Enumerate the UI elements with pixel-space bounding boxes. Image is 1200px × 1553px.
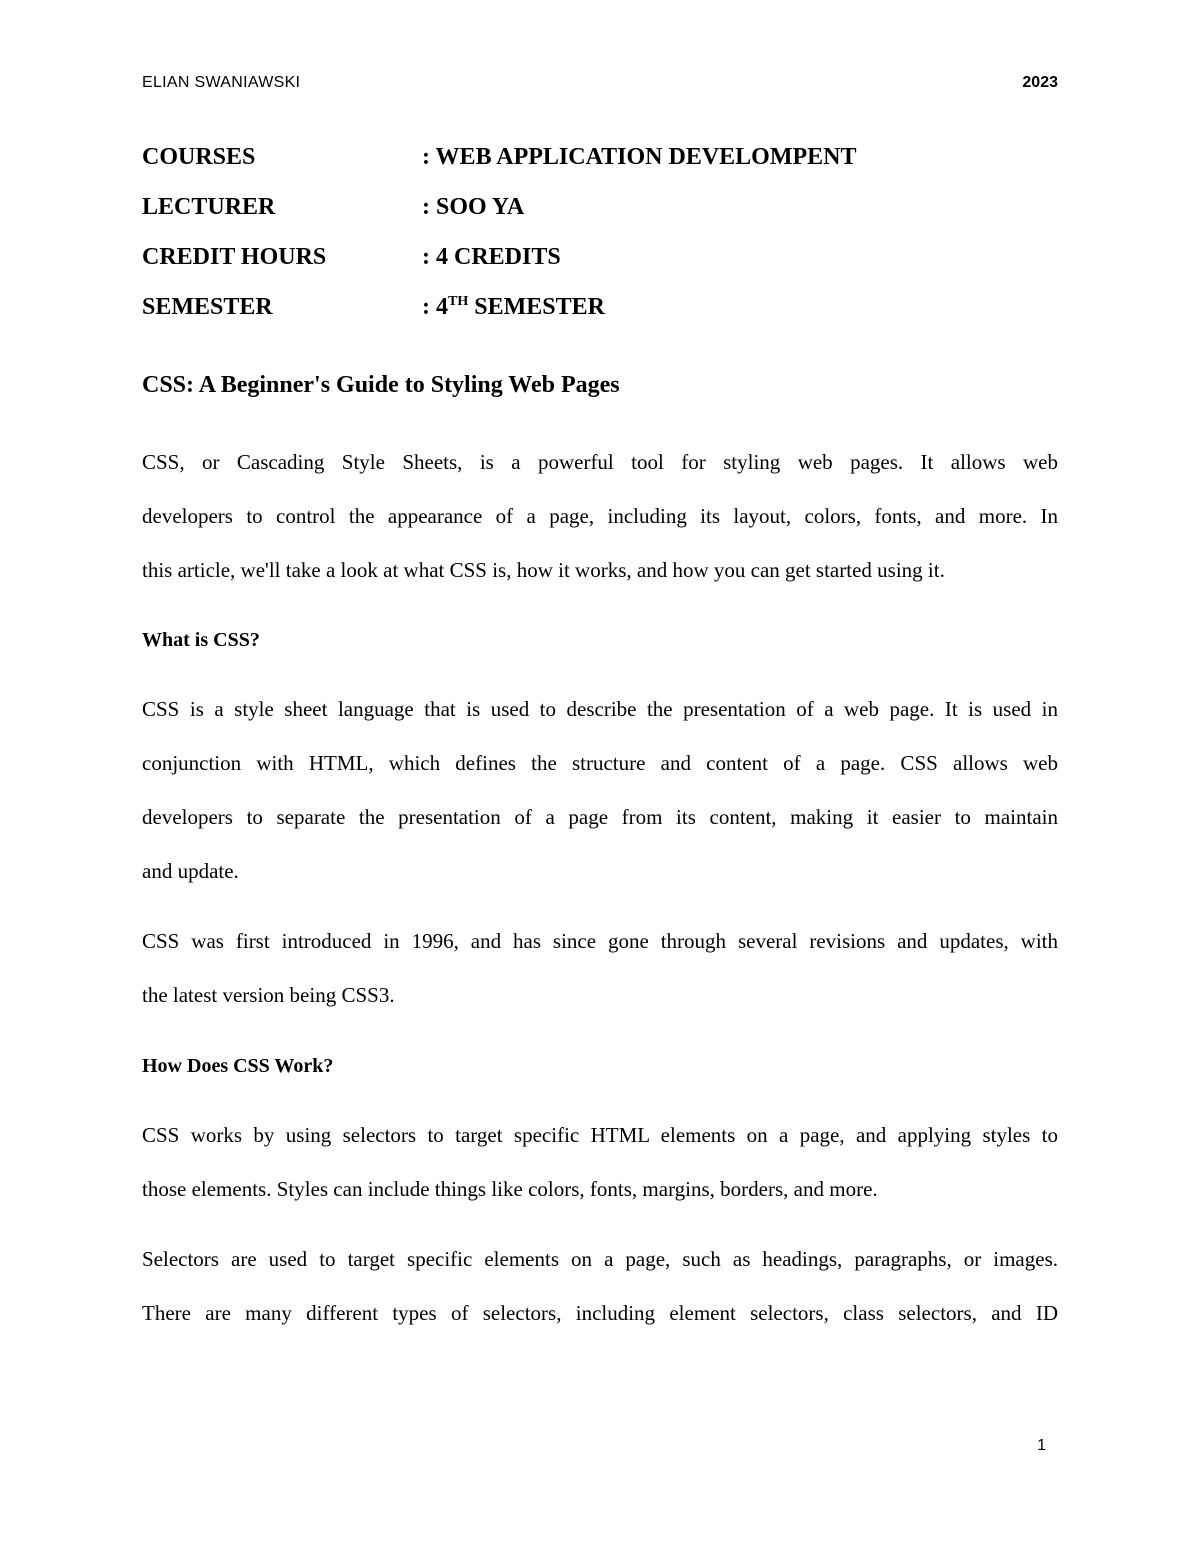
- intro-line: this article, we'll take a look at what CSS is, how it works, and how you can get started using it.: [142, 558, 945, 582]
- credit-hours-value: : 4 CREDITS: [422, 244, 561, 270]
- paragraph-line: There are many different types of selectors, including element selectors, class selectors, and ID: [142, 1301, 1058, 1325]
- section-heading-what-is-css: What is CSS?: [142, 629, 260, 651]
- intro-line: developers to control the appearance of a page, including its layout, colors, fonts, and more. In: [142, 504, 1058, 528]
- paragraph-line: and update.: [142, 859, 239, 883]
- paragraph-line: CSS is a style sheet language that is used to describe the presentation of a web page. It is used in: [142, 697, 1058, 721]
- header-author: ELIAN SWANIAWSKI: [142, 74, 301, 91]
- paragraph-line: the latest version being CSS3.: [142, 983, 395, 1007]
- document-title: CSS: A Beginner's Guide to Styling Web Pages: [142, 372, 620, 398]
- lecturer-label: LECTURER: [142, 194, 276, 220]
- header-year: 2023: [1022, 74, 1058, 91]
- paragraph-line: Selectors are used to target specific elements on a page, such as headings, paragraphs, or images.: [142, 1247, 1058, 1271]
- semester-value-prefix: : 4: [422, 294, 448, 320]
- page-number: 1: [1037, 1437, 1046, 1454]
- semester-value: [422, 294, 605, 321]
- paragraph-line: CSS was first introduced in 1996, and has since gone through several revisions and updates, with: [142, 929, 1058, 953]
- semester-label: SEMESTER: [142, 294, 273, 320]
- intro-line: CSS, or Cascading Style Sheets, is a powerful tool for styling web pages. It allows web: [142, 450, 1058, 474]
- credit-hours-label: CREDIT HOURS: [142, 244, 327, 270]
- paragraph-line: CSS works by using selectors to target specific HTML elements on a page, and applying styles to: [142, 1123, 1058, 1147]
- lecturer-value: : SOO YA: [422, 194, 525, 220]
- section-heading-how-does-css-work: How Does CSS Work?: [142, 1055, 334, 1077]
- semester-value-superscript: TH: [448, 294, 469, 309]
- semester-value-suffix: SEMESTER: [468, 294, 605, 320]
- paragraph-line: developers to separate the presentation of a page from its content, making it easier to maintain: [142, 805, 1058, 829]
- courses-value: : WEB APPLICATION DEVELOMPENT: [422, 144, 857, 170]
- paragraph-line: conjunction with HTML, which defines the structure and content of a page. CSS allows web: [142, 751, 1058, 775]
- courses-label: COURSES: [142, 144, 256, 170]
- paragraph-line: those elements. Styles can include things like colors, fonts, margins, borders, and more.: [142, 1177, 878, 1201]
